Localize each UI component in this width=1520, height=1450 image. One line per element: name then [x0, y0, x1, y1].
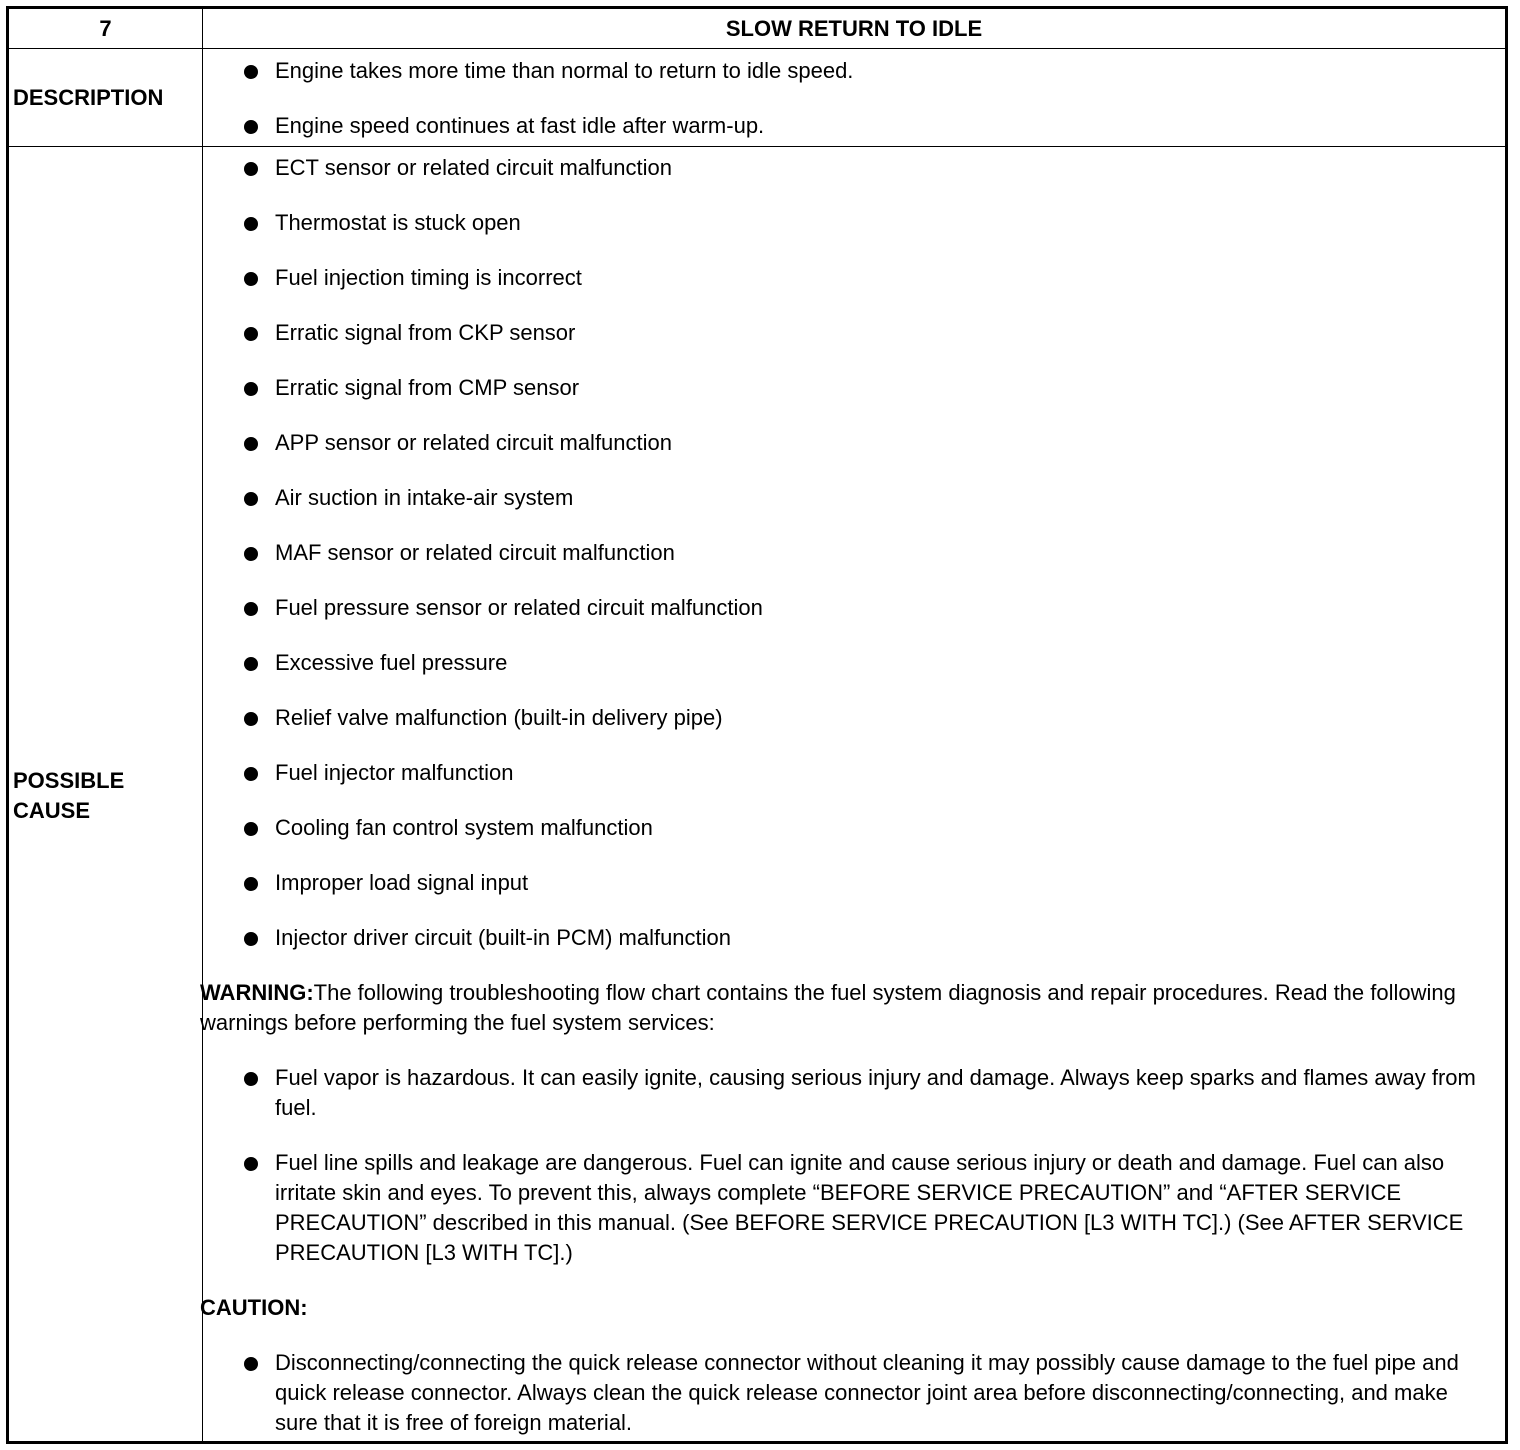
- cause-item: Erratic signal from CKP sensor: [275, 320, 576, 345]
- bullet-icon: [244, 602, 258, 616]
- possible-cause-label: [13, 766, 193, 826]
- bullet-icon: [244, 657, 258, 671]
- bullet-icon: [244, 1072, 258, 1086]
- description-item: Engine takes more time than normal to return to idle speed.: [275, 58, 854, 83]
- bullet-icon: [244, 1157, 258, 1171]
- cause-item: Fuel injector malfunction: [275, 760, 514, 785]
- bullet-icon: [244, 492, 258, 506]
- warning-paragraph: [200, 978, 1490, 1038]
- symptom-title: SLOW RETURN TO IDLE: [725, 15, 983, 41]
- description-item: Engine speed continues at fast idle after warm-up.: [275, 113, 765, 138]
- bullet-icon: [244, 162, 258, 176]
- cause-item: Injector driver circuit (built-in PCM) malfunction: [275, 925, 732, 950]
- cause-item: Cooling fan control system malfunction: [275, 815, 653, 840]
- bullet-icon: [244, 547, 258, 561]
- cause-item: Improper load signal input: [275, 870, 529, 895]
- caution-label: CAUTION:: [200, 1295, 308, 1320]
- bullet-icon: [244, 327, 258, 341]
- warning-item: Fuel line spills and leakage are dangerous. Fuel can ignite and cause serious injury or death and damage. Fuel can also irritate skin and eyes. To prevent this, always complete “BEFORE SERVICE PRECAUTION” and “AFTER SERVICE PRECAUTION” described in this manual. (See BEFORE SERVICE PRECAUTION [L3 WITH TC].) (See AFTER SERVICE PRECAUTION [L3 WITH TC].): [275, 1150, 1464, 1265]
- bullet-icon: [244, 767, 258, 781]
- cause-item: ECT sensor or related circuit malfunction: [275, 155, 672, 180]
- warning-text: The following troubleshooting flow chart contains the fuel system diagnosis and repair procedures. Read the following warnings before performing the fuel system services:: [200, 980, 1456, 1035]
- bullet-icon: [244, 1357, 258, 1371]
- cause-item: APP sensor or related circuit malfunction: [275, 430, 672, 455]
- warning-item: Fuel vapor is hazardous. It can easily ignite, causing serious injury and damage. Always keep sparks and flames away from fuel.: [275, 1065, 1476, 1120]
- bullet-icon: [244, 822, 258, 836]
- bullet-icon: [244, 712, 258, 726]
- cause-item: Relief valve malfunction (built-in delivery pipe): [275, 705, 723, 730]
- bullet-icon: [244, 437, 258, 451]
- bullet-icon: [244, 877, 258, 891]
- possible-cause-label-line1: POSSIBLE: [13, 768, 125, 793]
- row-divider-header: [9, 48, 1505, 49]
- cause-item: Excessive fuel pressure: [275, 650, 508, 675]
- bullet-icon: [244, 65, 258, 79]
- description-label: DESCRIPTION: [13, 85, 164, 110]
- cause-item: Air suction in intake-air system: [275, 485, 574, 510]
- bullet-icon: [244, 217, 258, 231]
- bullet-icon: [244, 120, 258, 134]
- warning-label: WARNING:: [200, 980, 314, 1005]
- row-divider-description: [9, 146, 1505, 147]
- cause-item: Thermostat is stuck open: [275, 210, 521, 235]
- column-divider: [202, 9, 203, 1441]
- bullet-icon: [244, 932, 258, 946]
- bullet-icon: [244, 382, 258, 396]
- cause-item: MAF sensor or related circuit malfunction: [275, 540, 675, 565]
- step-number: 7: [99, 15, 112, 41]
- bullet-icon: [244, 272, 258, 286]
- possible-cause-label-line2: CAUSE: [13, 798, 91, 823]
- cause-item: Erratic signal from CMP sensor: [275, 375, 580, 400]
- caution-item: Disconnecting/connecting the quick release connector without cleaning it may possibly cause damage to the fuel pipe and quick release connector. Always clean the quick release connector joint area before disconnecting/connecting, and make sure that it is free of foreign material.: [275, 1350, 1459, 1435]
- cause-item: Fuel injection timing is incorrect: [275, 265, 582, 290]
- cause-item: Fuel pressure sensor or related circuit malfunction: [275, 595, 763, 620]
